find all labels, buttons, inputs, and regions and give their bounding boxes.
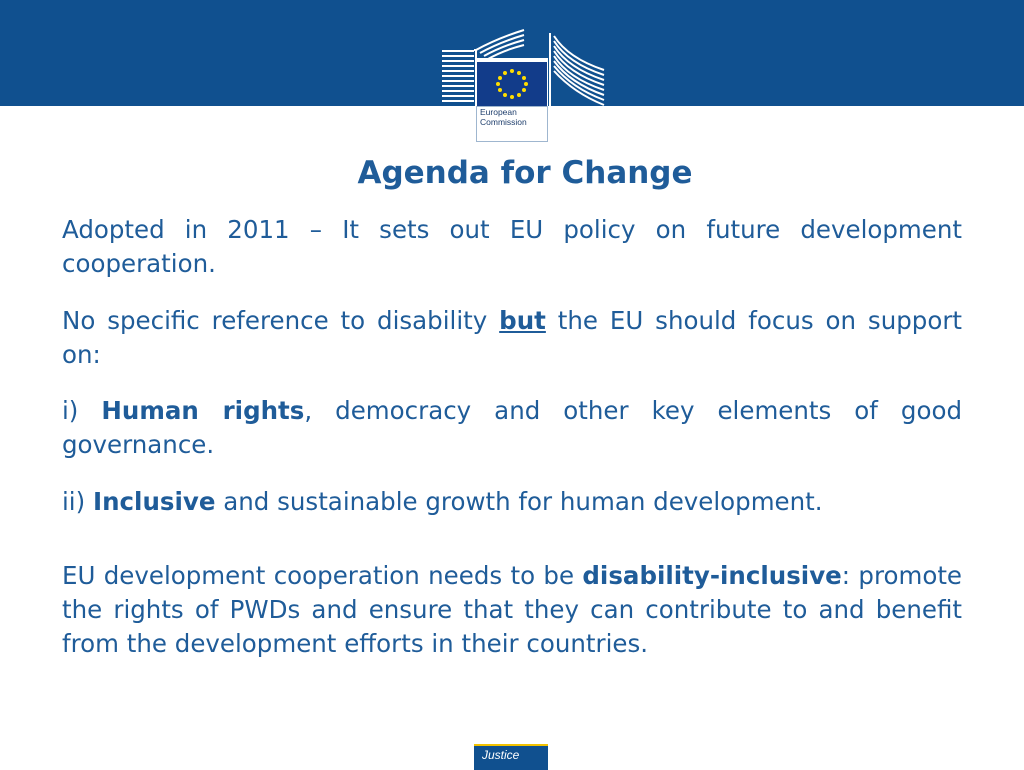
emphasis-human-rights: Human rights xyxy=(101,396,305,425)
logo-text-commission: Commission xyxy=(480,117,527,127)
slide-body xyxy=(62,213,962,661)
text-segment: EU development cooperation needs to be xyxy=(62,561,583,590)
justice-badge xyxy=(474,744,548,770)
list-item-inclusive xyxy=(62,485,962,519)
slide-title: Agenda for Change xyxy=(357,155,693,191)
justice-badge-label: Justice xyxy=(482,748,520,762)
emphasis-but: but xyxy=(499,306,546,335)
text-segment: No specific reference to disability xyxy=(62,306,500,335)
logo-text-european: European xyxy=(480,107,517,117)
logo-wordmark xyxy=(480,107,546,127)
paragraph-adopted: Adopted in 2011 – It sets out EU policy on future development cooperation. xyxy=(62,215,962,278)
emphasis-disability-inclusive: disability-inclusive xyxy=(582,561,842,590)
text-segment: : promote the rights of PWDs and ensure that they can contribute to and benefit from the development efforts in their countries. xyxy=(62,561,963,658)
paragraph-no-reference xyxy=(62,304,962,372)
list-marker: ii) xyxy=(62,487,93,516)
text-segment: the EU should focus on support on: xyxy=(62,306,962,369)
paragraph-disability-inclusive xyxy=(62,559,962,661)
european-commission-logo xyxy=(436,28,608,144)
text-segment: , democracy and other key elements of good governance. xyxy=(62,396,963,459)
list-item-human-rights xyxy=(62,394,962,462)
list-marker: i) xyxy=(62,396,102,425)
text-segment: and sustainable growth for human development. xyxy=(215,487,823,516)
emphasis-inclusive: Inclusive xyxy=(92,487,216,516)
